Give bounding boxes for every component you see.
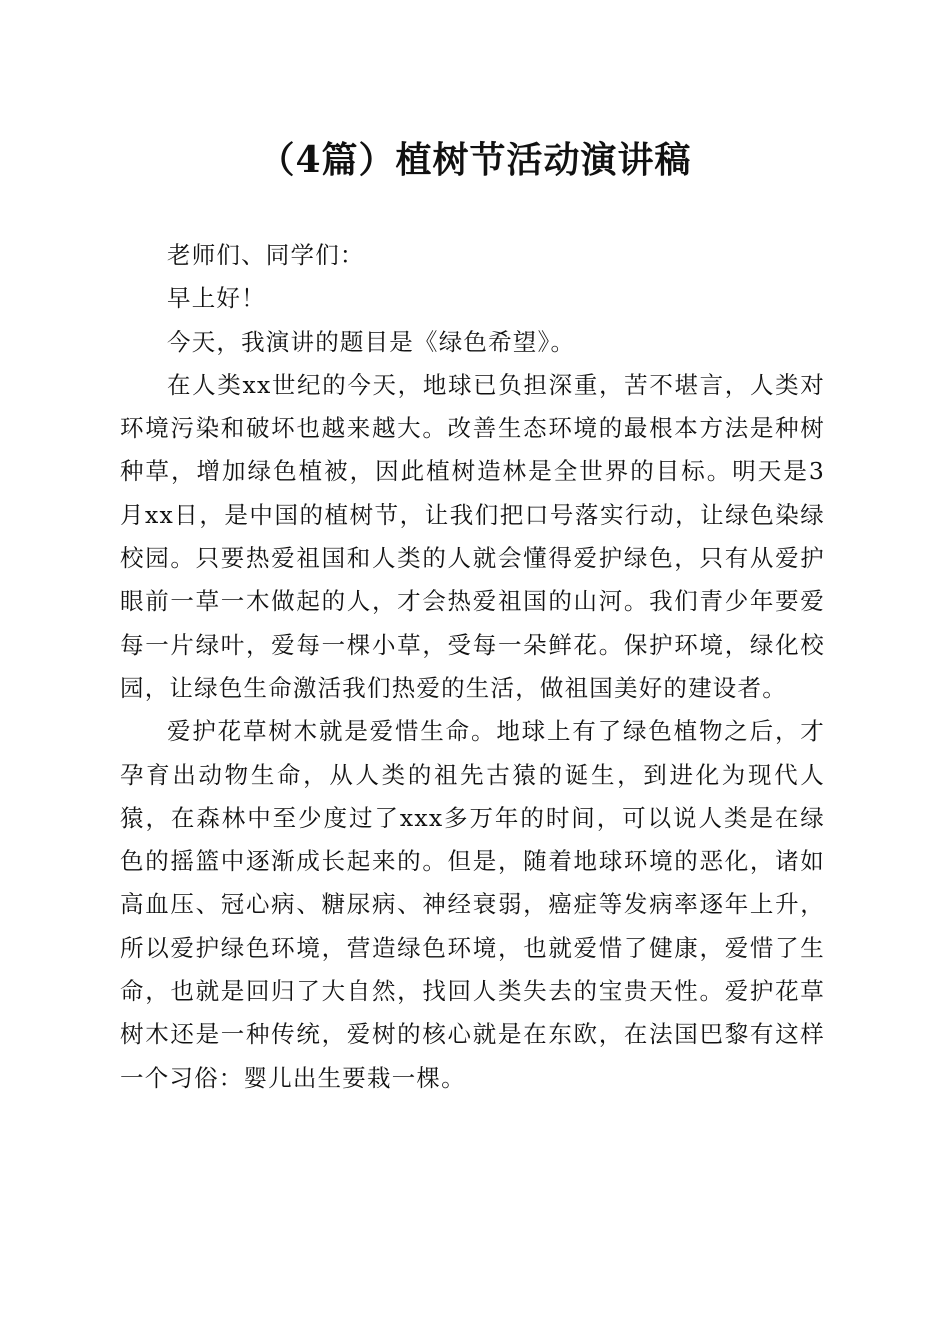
paragraph-greeting: 早上好！ (167, 284, 266, 313)
document-title: （4篇）植树节活动演讲稿 (258, 139, 692, 181)
paragraph-body-1: 在人类xx世纪的今天，地球已负担深重，苦不堪言，人类对环境污染和破坏也越来越大。改善生态环境的最根本方法是种树种草，增加绿色植被，因此植树造林是全世界的目标。明天是3月xx日，是中国的植树节，让我们把口号落实行动，让绿色染绿校园。只要热爱祖国和人类的人就会懂得爱护绿色，只有从爱护眼前一草一木做起的人，才会热爱祖国的山河。我们青少年要爱每一片绿叶，爱每一棵小草，受每一朵鲜花。保护环境，绿化校园，让绿色生命激活我们热爱的生活，做祖国美好的建设者。 (120, 370, 825, 702)
paragraph-body-2: 爱护花草树木就是爱惜生命。地球上有了绿色植物之后，才孕育出动物生命，从人类的祖先古猿的诞生，到进化为现代人猿，在森林中至少度过了xxx多万年的时间，可以说人类是在绿色的摇篮中逐渐成长起来的。但是，随着地球环境的恶化，诸如高血压、冠心病、糖尿病、神经衰弱，癌症等发病率逐年上升，所以爱护绿色环境，营造绿色环境，也就爱惜了健康，爱惜了生命，也就是回归了大自然，找回人类失去的宝贵天性。爱护花草树木还是一种传统，爱树的核心就是在东欧，在法国巴黎有这样一个习俗：婴儿出生要栽一棵。 (120, 717, 825, 1092)
paragraph-topic: 今天，我演讲的题目是《绿色希望》。 (167, 327, 576, 356)
document-body (120, 234, 825, 1100)
paragraph-salutation: 老师们、同学们： (167, 241, 365, 269)
